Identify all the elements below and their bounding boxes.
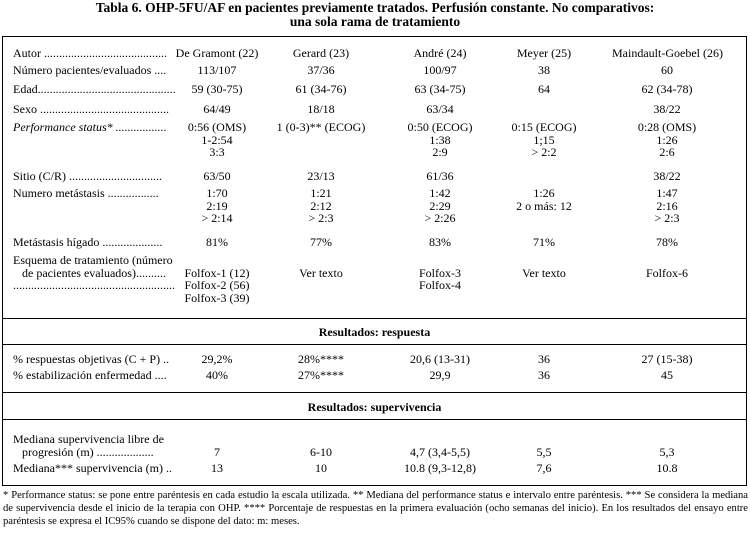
table-cell: Gerard (23) bbox=[292, 46, 350, 60]
table-cell: 27%**** bbox=[298, 368, 344, 382]
table-cell: 38 bbox=[538, 63, 550, 77]
table-cell: Meyer (25) bbox=[516, 46, 572, 60]
table-cell: 1:70 2:19 > 2:14 bbox=[201, 186, 233, 225]
table-cell: Ver texto bbox=[299, 265, 343, 280]
row-label: % respuestas objetivas (C + P) .. bbox=[13, 352, 170, 366]
table-cell: 6-10 bbox=[310, 444, 332, 459]
row-label: Edad.............................................. bbox=[13, 82, 176, 96]
table-cell: Folfox-1 (12) Folfox-2 (56) Folfox-3 (39) bbox=[184, 265, 250, 305]
table-cell: 64 bbox=[538, 82, 550, 96]
table-cell: 1 (0-3)** (ECOG) bbox=[276, 120, 366, 134]
row-label: Mediana*** supervivencia (m) .. bbox=[13, 461, 172, 475]
table-cell: 29,9 bbox=[429, 368, 451, 382]
row-label: Metástasis hígado .................... bbox=[13, 235, 163, 249]
table-cell: 83% bbox=[429, 235, 451, 249]
row-label: Numero metástasis ................. bbox=[13, 186, 159, 200]
table-cell: 36 bbox=[538, 352, 550, 366]
table-subtitle: una sola rama de tratamiento bbox=[289, 14, 461, 29]
table-cell: 27 (15-38) bbox=[641, 352, 693, 366]
table-cell: Ver texto bbox=[522, 265, 566, 280]
table-cell: 20,6 (13-31) bbox=[410, 352, 470, 366]
table-cell: 28%**** bbox=[298, 352, 344, 366]
table-cell: 100/97 bbox=[423, 63, 457, 77]
table-cell: Maindault-Goebel (26) bbox=[612, 46, 723, 60]
section-survival-title: Resultados: supervivencia bbox=[307, 400, 442, 414]
table-cell: 0:56 (OMS) 1-2:54 3:3 bbox=[187, 120, 247, 159]
table-title: Tabla 6. OHP-5FU/AF en pacientes previamente tratados. Perfusión constante. No comparativos: bbox=[95, 0, 655, 15]
divider bbox=[3, 318, 746, 319]
row-label: Performance status* ................. bbox=[13, 120, 167, 134]
table-cell: 38/22 bbox=[653, 102, 681, 116]
table-cell: 0:50 (ECOG) 1:38 2:9 bbox=[407, 120, 473, 159]
table-cell: 13 bbox=[211, 461, 223, 475]
table-cell: 1:21 2:12 > 2:3 bbox=[308, 186, 334, 225]
row-label: Autor ......................................... bbox=[13, 46, 167, 60]
table-cell: 63/34 bbox=[426, 102, 454, 116]
table-cell: 113/107 bbox=[197, 63, 237, 77]
row-label: Mediana supervivencia libre de progresión (m) ................... bbox=[13, 432, 164, 459]
divider bbox=[3, 344, 746, 345]
row-label: Número pacientes/evaluados .... bbox=[13, 63, 167, 77]
table-cell: 78% bbox=[656, 235, 678, 249]
row-label: Sexo ........................................... bbox=[13, 102, 169, 116]
row-label: Sitio (C/R) ............................... bbox=[13, 169, 163, 183]
table-cell: 64/49 bbox=[203, 102, 231, 116]
table-cell: 59 (30-75) bbox=[191, 82, 243, 96]
table-cell: 63/50 bbox=[203, 169, 231, 183]
table-cell: 60 bbox=[661, 63, 673, 77]
table-cell: 1:47 2:16 > 2:3 bbox=[654, 186, 680, 225]
table-cell: 1:42 2:29 > 2:26 bbox=[424, 186, 456, 225]
table-cell: 5,5 bbox=[536, 444, 552, 459]
table-cell: 7,6 bbox=[536, 461, 552, 475]
table-cell: 5,3 bbox=[659, 444, 675, 459]
table-cell: 77% bbox=[310, 235, 332, 249]
table-cell: 1:26 2 o más: 12 bbox=[516, 186, 572, 213]
table-cell: 71% bbox=[533, 235, 555, 249]
divider bbox=[3, 419, 746, 420]
table-cell: 45 bbox=[661, 368, 673, 382]
table-cell: André (24) bbox=[413, 46, 467, 60]
table-cell: 37/36 bbox=[307, 63, 335, 77]
divider bbox=[3, 392, 746, 393]
table-cell: 40% bbox=[206, 368, 228, 382]
table-cell: 0:28 (OMS) 1:26 2:6 bbox=[637, 120, 697, 159]
table-cell: 10 bbox=[315, 461, 327, 475]
table-cell: 0:15 (ECOG) 1;15 > 2:2 bbox=[511, 120, 577, 159]
table-cell: 18/18 bbox=[307, 102, 335, 116]
table-cell: 63 (34-75) bbox=[414, 82, 466, 96]
row-label: % estabilización enfermedad .... bbox=[13, 368, 167, 382]
table-cell: 61/36 bbox=[426, 169, 454, 183]
table-cell: 7 bbox=[214, 444, 220, 459]
data-table bbox=[2, 36, 747, 486]
table-cell: 10.8 (9,3-12,8) bbox=[404, 461, 476, 475]
table-cell: 10.8 bbox=[656, 461, 678, 475]
footnote: * Performance status: se pone entre paréntesis en cada estudio la escala utilizada. ** Mediana del performance status e intervalo entre paréntesis. *** Se considera la mediana de supervivencia desde el inicio de la terapia con OHP. **** Porcentaje de respuestas en la primera evaluación (ocho semanas del inicio). En los resultados del ensayo entre paréntesis se expresa el IC95% cuando se dispone del dato: m: meses. bbox=[3, 490, 748, 527]
table-cell: Folfox-3 Folfox-4 bbox=[419, 265, 461, 292]
table-cell: 23/13 bbox=[307, 169, 335, 183]
table-cell: 61 (34-76) bbox=[295, 82, 347, 96]
table-cell: 38/22 bbox=[653, 169, 681, 183]
table-cell: 4,7 (3,4-5,5) bbox=[410, 444, 470, 459]
table-cell: 29,2% bbox=[201, 352, 233, 366]
table-cell: 81% bbox=[206, 235, 228, 249]
table-cell: Folfox-6 bbox=[646, 265, 688, 280]
row-label: Esquema de tratamiento (número de pacientes evaluados).......... ...................................................... bbox=[13, 253, 175, 292]
table-cell: 62 (34-78) bbox=[641, 82, 693, 96]
table-cell: 36 bbox=[538, 368, 550, 382]
table-cell: De Gramont (22) bbox=[175, 46, 259, 60]
section-response-title: Resultados: respuesta bbox=[318, 325, 431, 339]
